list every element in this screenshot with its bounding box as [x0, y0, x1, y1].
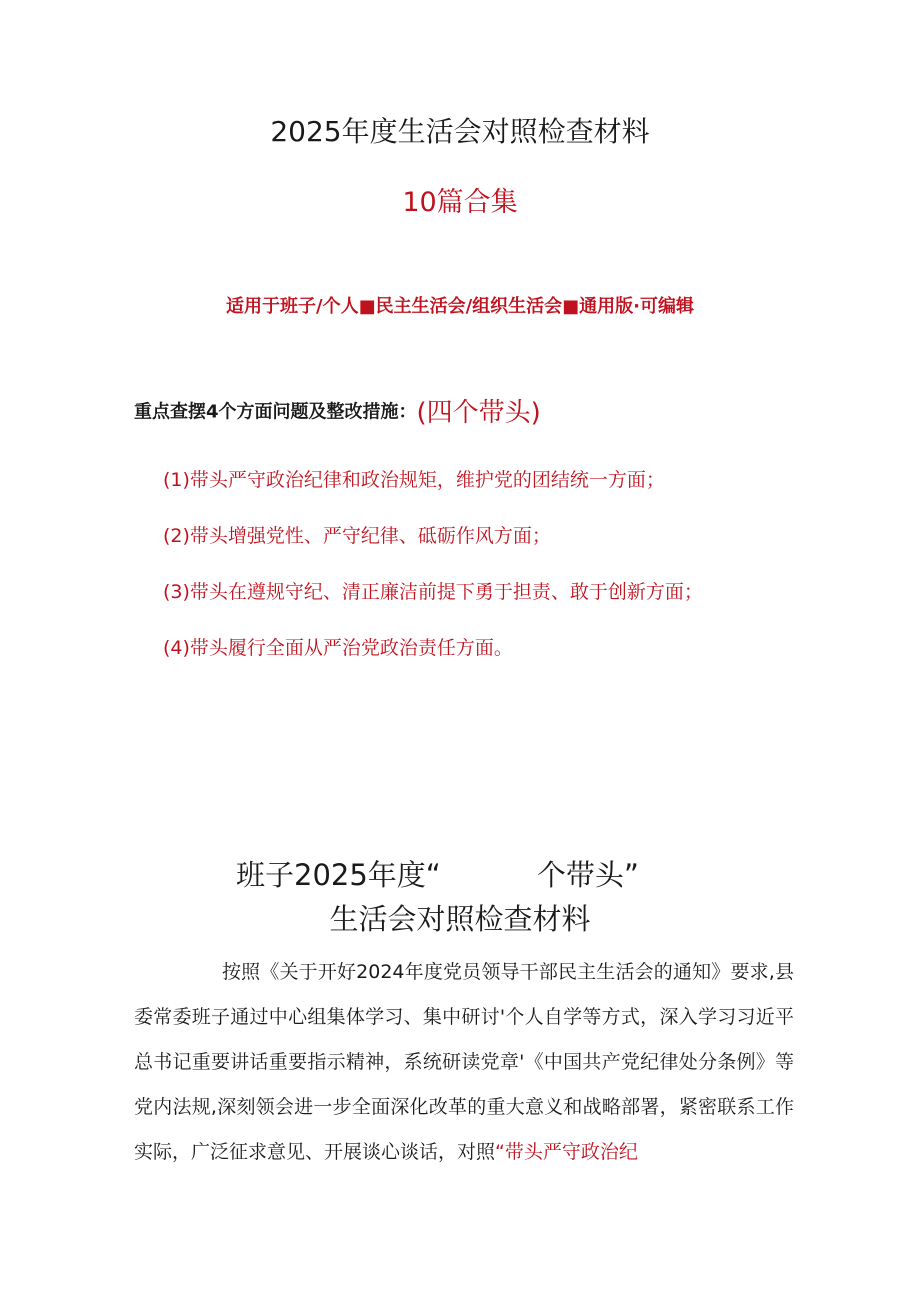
focus-heading-highlight: (四个带头) [416, 398, 541, 428]
issue-item: (3)带头在遵规守纪、清正廉洁前提下勇于担责、敢于创新方面； [163, 581, 703, 603]
issue-item: (1)带头严守政治纪律和政治规矩，维护党的团结统一方面； [163, 469, 665, 491]
focus-heading [134, 392, 541, 429]
section-title-line1 [236, 854, 639, 896]
document-title: 2025年度生活会对照检查材料 [270, 115, 650, 148]
issue-item: (4)带头履行全面从严治党政治责任方面。 [163, 637, 513, 659]
issue-list [163, 452, 703, 676]
document-subtitle: 10篇合集 [402, 187, 518, 218]
body-paragraph [134, 950, 794, 1175]
body-paragraph-main: 按照《关于开好2024年度党员领导干部民主生活会的通知》要求,县委常委班子通过中心组集体学习、集中研讨'个人自学等方式，深入学习习近平总书记重要讲话重要指示精神，系统研读党章'《中国共产党纪律处分条例》等党内法规,深刻领会进一步全面深化改革的重大意义和战略部署，紧密联系工作实际，广泛征求意见、开展谈心谈话，对照 [134, 961, 794, 1163]
issue-item: (2)带头增强党性、严守纪律、砥砺作风方面； [163, 525, 551, 547]
section-title-line2: 生活会对照检查材料 [329, 902, 591, 936]
applicability-note: 适用于班子/个人■民主生活会/组织生活会■通用版·可编辑 [226, 296, 694, 317]
section-title-part1: 班子2025年度“ [236, 858, 441, 892]
focus-heading-label: 重点查摆4个方面问题及整改措施： [134, 401, 417, 423]
body-paragraph-highlight: “带头严守政治纪 [495, 1141, 638, 1163]
section-title-part2: 个带头” [536, 858, 639, 892]
